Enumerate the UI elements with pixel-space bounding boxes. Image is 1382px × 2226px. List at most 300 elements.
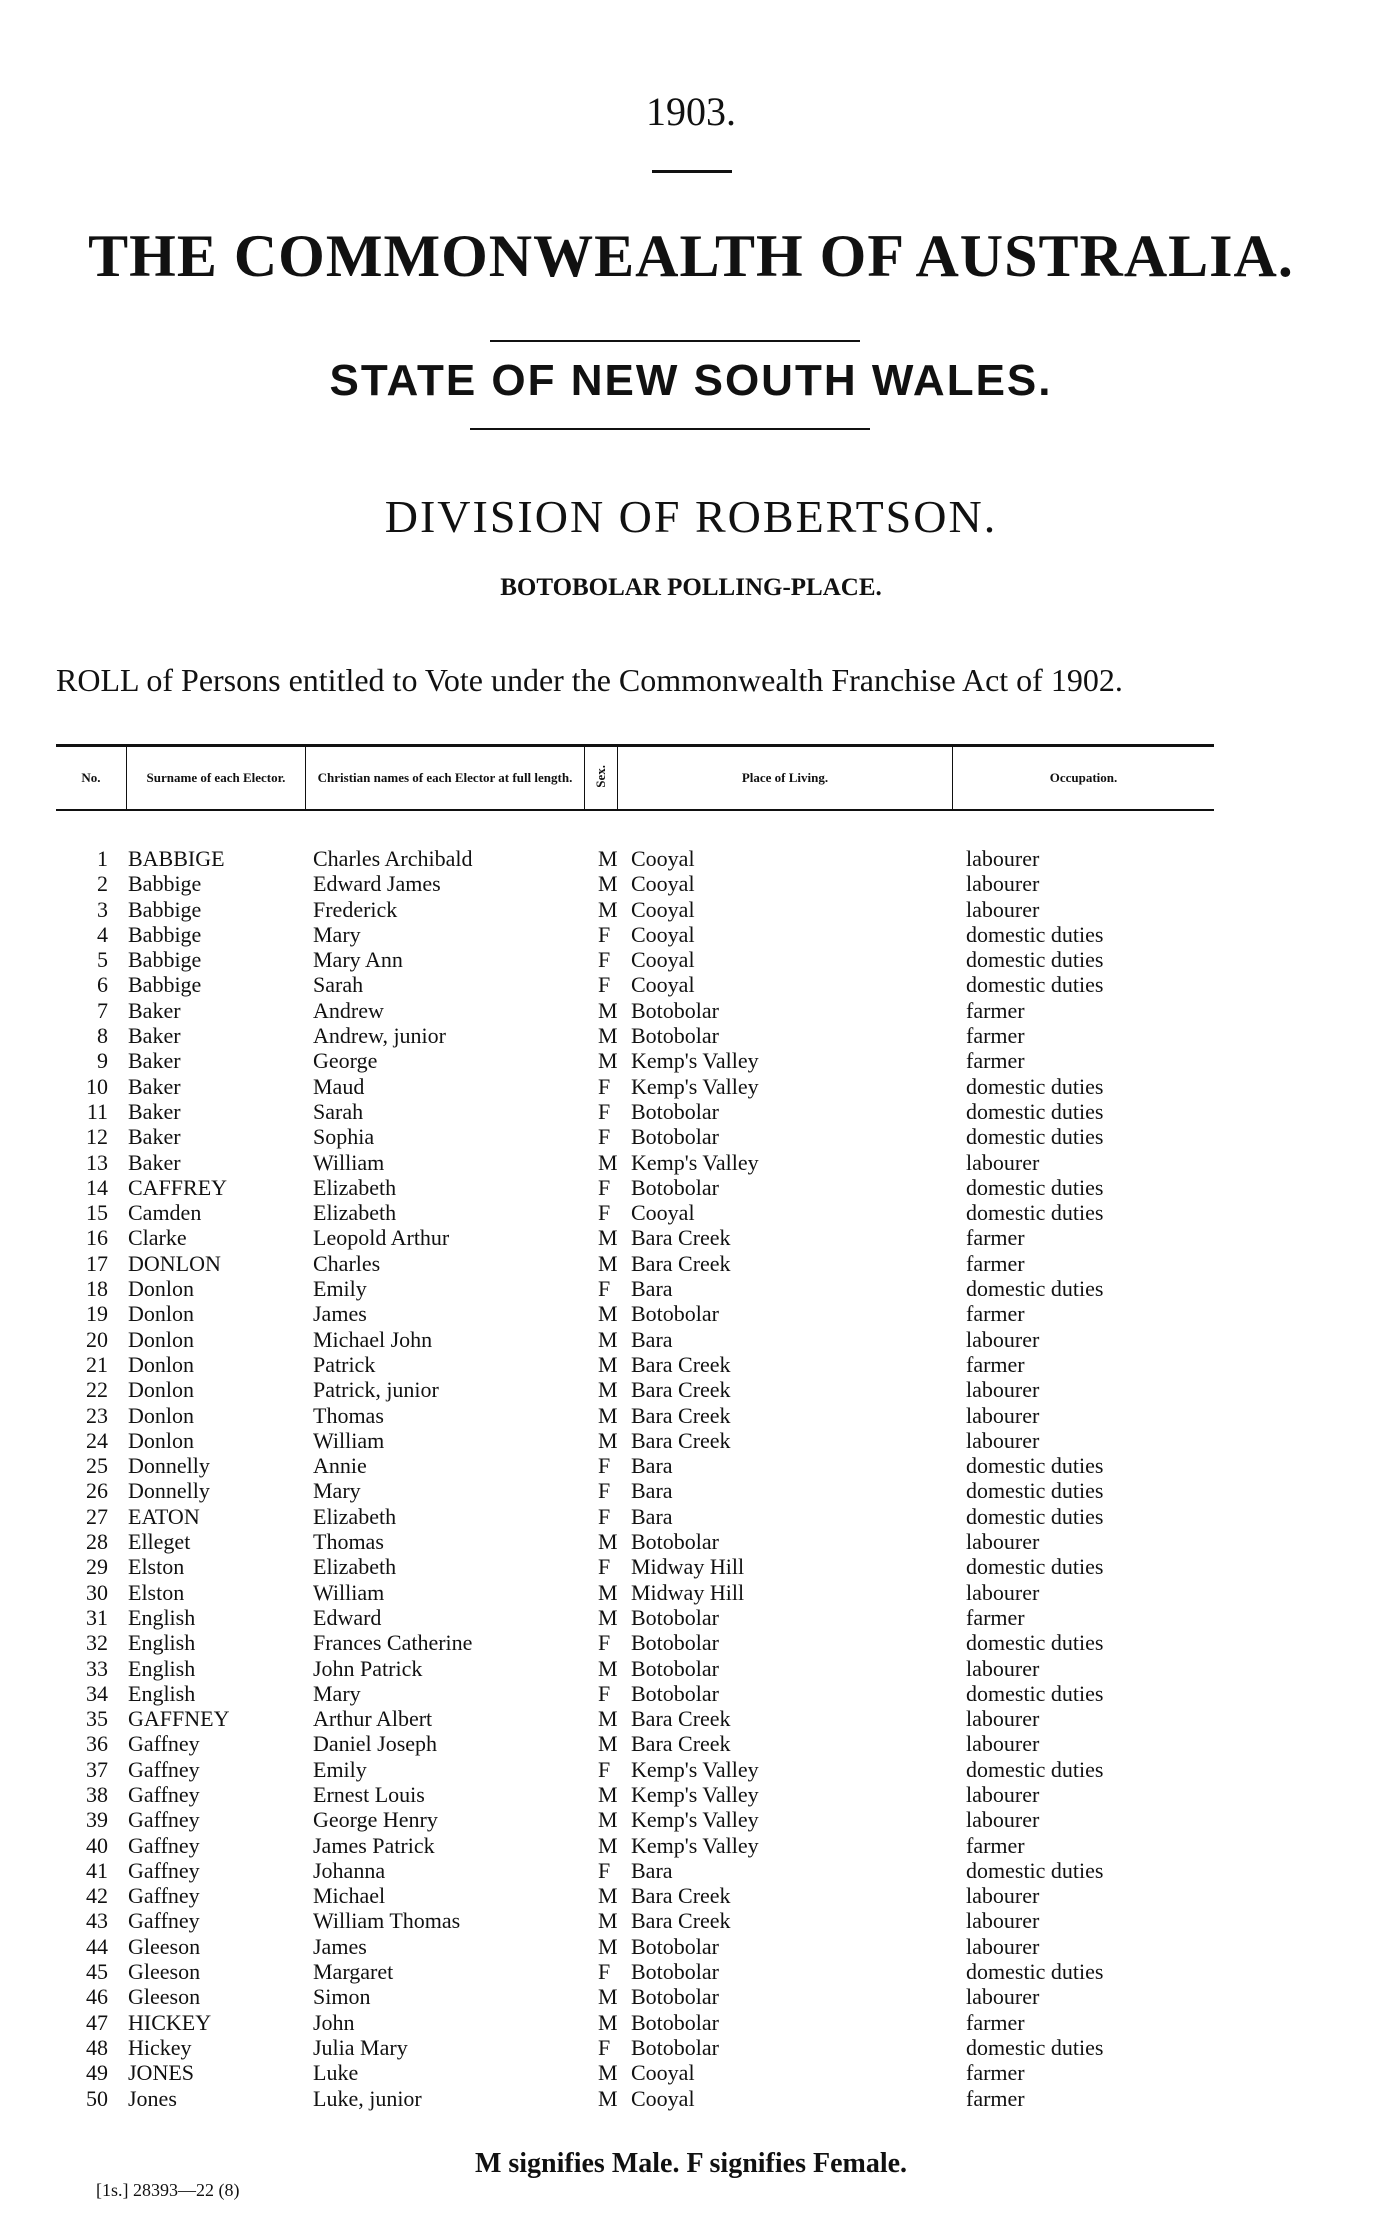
elector-christian-names: Charles Archibald [313, 846, 473, 871]
elector-occupation: domestic duties [966, 1554, 1104, 1580]
elector-surname: English [128, 1630, 196, 1656]
elector-christian-names: Mary [313, 921, 361, 947]
elector-sex: F [598, 1680, 611, 1706]
elector-surname: Babbige [128, 871, 202, 897]
table-row [56, 1403, 1214, 1428]
elector-place: Botobolar [631, 1174, 719, 1200]
elector-christian-names: Elizabeth [313, 1174, 397, 1200]
elector-christian-names: Charles [313, 1250, 381, 1276]
elector-number: 46 [86, 1984, 108, 2010]
table-row [56, 1124, 1214, 1149]
elector-number: 39 [86, 1807, 108, 1833]
elector-sex: M [598, 1250, 618, 1276]
elector-christian-names: Sarah [313, 972, 364, 998]
elector-sex: M [598, 1706, 618, 1732]
elector-sex: M [598, 1781, 618, 1807]
table-row [56, 2086, 1214, 2111]
elector-christian-names: Patrick [313, 1351, 376, 1377]
elector-place: Kemp's Valley [631, 1807, 759, 1833]
elector-sex: M [598, 1731, 618, 1757]
elector-sex: M [598, 1655, 618, 1681]
elector-occupation: domestic duties [966, 1756, 1104, 1782]
elector-number: 41 [86, 1857, 108, 1883]
elector-occupation: domestic duties [966, 2034, 1104, 2060]
elector-sex: M [598, 2085, 618, 2111]
elector-number: 22 [86, 1377, 108, 1403]
elector-sex: M [598, 1933, 618, 1959]
elector-sex: M [598, 1807, 618, 1833]
elector-surname: Baker [128, 1149, 181, 1175]
elector-number: 38 [86, 1781, 108, 1807]
elector-occupation: labourer [966, 1579, 1040, 1605]
elector-sex: M [598, 1529, 618, 1555]
elector-place: Cooyal [631, 921, 695, 947]
elector-christian-names: James [313, 1933, 367, 1959]
elector-occupation: labourer [966, 1706, 1040, 1732]
elector-number: 40 [86, 1832, 108, 1858]
elector-occupation: labourer [966, 1908, 1040, 1934]
table-row [56, 1099, 1214, 1124]
elector-surname: Elston [128, 1554, 185, 1580]
elector-christian-names: Mary [313, 1478, 361, 1504]
elector-number: 36 [86, 1731, 108, 1757]
elector-christian-names: Andrew, junior [313, 1023, 446, 1049]
elector-surname: JONES [128, 2060, 195, 2086]
elector-occupation: labourer [966, 1149, 1040, 1175]
print-reference: [1s.] 28393—22 (8) [96, 2180, 240, 2200]
elector-occupation: domestic duties [966, 1959, 1104, 1985]
elector-sex: M [598, 1908, 618, 1934]
elector-number: 15 [86, 1200, 108, 1226]
elector-place: Bara Creek [631, 1427, 731, 1453]
elector-surname: Donlon [128, 1301, 194, 1327]
table-row [56, 1175, 1214, 1200]
elector-number: 20 [86, 1326, 108, 1352]
elector-occupation: domestic duties [966, 1857, 1104, 1883]
elector-occupation: labourer [966, 1427, 1040, 1453]
elector-occupation: farmer [966, 1301, 1025, 1327]
elector-sex: M [598, 1225, 618, 1251]
elector-sex: M [598, 1883, 618, 1909]
elector-surname: Donlon [128, 1351, 194, 1377]
elector-sex: M [598, 2060, 618, 2086]
elector-sex: M [598, 1326, 618, 1352]
polling-place-heading: BOTOBOLAR POLLING-PLACE. [500, 574, 882, 601]
elector-sex: M [598, 1832, 618, 1858]
elector-number: 34 [86, 1680, 108, 1706]
elector-occupation: domestic duties [966, 1503, 1104, 1529]
elector-sex: F [598, 1200, 611, 1226]
elector-christian-names: Simon [313, 1984, 371, 2010]
elector-place: Kemp's Valley [631, 1781, 759, 1807]
elector-sex: F [598, 1098, 611, 1124]
table-row [56, 897, 1214, 922]
table-row [56, 922, 1214, 947]
elector-place: Botobolar [631, 1529, 719, 1555]
elector-christian-names: Maud [313, 1073, 365, 1099]
elector-occupation: domestic duties [966, 1073, 1104, 1099]
table-row [56, 1908, 1214, 1933]
table-row [56, 1301, 1214, 1326]
elector-occupation: farmer [966, 1023, 1025, 1049]
elector-place: Botobolar [631, 1680, 719, 1706]
elector-sex: F [598, 972, 611, 998]
table-row [56, 1605, 1214, 1630]
elector-surname: Baker [128, 1048, 181, 1074]
elector-occupation: domestic duties [966, 1478, 1104, 1504]
table-row [56, 1833, 1214, 1858]
elector-occupation: farmer [966, 1225, 1025, 1251]
elector-surname: English [128, 1655, 196, 1681]
elector-sex: F [598, 1174, 611, 1200]
column-header-occupation: Occupation. [1049, 770, 1118, 785]
elector-place: Botobolar [631, 1023, 719, 1049]
elector-place: Cooyal [631, 2060, 695, 2086]
elector-number: 23 [86, 1402, 108, 1428]
table-row [56, 1858, 1214, 1883]
column-header-sex [585, 746, 618, 811]
elector-place: Cooyal [631, 896, 695, 922]
elector-christian-names: Andrew [313, 997, 384, 1023]
elector-occupation: labourer [966, 1529, 1040, 1555]
elector-place: Kemp's Valley [631, 1832, 759, 1858]
elector-occupation: domestic duties [966, 972, 1104, 998]
elector-christian-names: Thomas [313, 1529, 384, 1555]
elector-sex: F [598, 1073, 611, 1099]
elector-number: 13 [86, 1149, 108, 1175]
table-row [56, 1074, 1214, 1099]
table-row [56, 1656, 1214, 1681]
table-row [56, 1782, 1214, 1807]
elector-place: Botobolar [631, 1984, 719, 2010]
electoral-roll-list [56, 846, 1214, 2111]
elector-sex: F [598, 1857, 611, 1883]
elector-occupation: domestic duties [966, 1276, 1104, 1302]
table-row [56, 1225, 1214, 1250]
elector-surname: Jones [128, 2085, 177, 2111]
elector-sex: F [598, 1630, 611, 1656]
elector-place: Cooyal [631, 1200, 695, 1226]
elector-surname: DONLON [128, 1250, 221, 1276]
elector-sex: M [598, 1377, 618, 1403]
elector-surname: Gaffney [128, 1756, 200, 1782]
elector-place: Cooyal [631, 871, 695, 897]
elector-surname: Gaffney [128, 1781, 200, 1807]
elector-surname: Camden [128, 1200, 202, 1226]
table-row [56, 1934, 1214, 1959]
elector-occupation: labourer [966, 1883, 1040, 1909]
table-row [56, 1554, 1214, 1579]
elector-place: Bara [631, 1326, 673, 1352]
elector-place: Botobolar [631, 1959, 719, 1985]
elector-christian-names: John Patrick [313, 1655, 423, 1681]
table-row [56, 1984, 1214, 2009]
elector-number: 7 [97, 997, 108, 1023]
elector-occupation: labourer [966, 871, 1040, 897]
elector-surname: Gaffney [128, 1731, 200, 1757]
elector-christian-names: Emily [313, 1756, 367, 1782]
elector-surname: Baker [128, 1098, 181, 1124]
table-row [56, 947, 1214, 972]
elector-occupation: domestic duties [966, 1124, 1104, 1150]
elector-occupation: farmer [966, 1832, 1025, 1858]
elector-place: Kemp's Valley [631, 1048, 759, 1074]
table-row [56, 1478, 1214, 1503]
elector-surname: Baker [128, 1023, 181, 1049]
elector-christian-names: William Thomas [313, 1908, 461, 1934]
elector-sex: F [598, 1756, 611, 1782]
elector-place: Bara Creek [631, 1225, 731, 1251]
elector-occupation: farmer [966, 2060, 1025, 2086]
elector-christian-names: James [313, 1301, 367, 1327]
elector-occupation: labourer [966, 846, 1040, 871]
elector-number: 33 [86, 1655, 108, 1681]
table-row [56, 1807, 1214, 1832]
table-row [56, 1504, 1214, 1529]
elector-sex: F [598, 1478, 611, 1504]
elector-number: 5 [97, 947, 108, 973]
elector-surname: HICKEY [128, 2009, 212, 2035]
elector-place: Botobolar [631, 1301, 719, 1327]
table-row [56, 998, 1214, 1023]
elector-number: 45 [86, 1959, 108, 1985]
elector-occupation: domestic duties [966, 1630, 1104, 1656]
elector-number: 14 [86, 1174, 108, 1200]
elector-sex: M [598, 896, 618, 922]
elector-christian-names: Elizabeth [313, 1503, 397, 1529]
elector-sex: M [598, 846, 618, 871]
elector-christian-names: Margaret [313, 1959, 394, 1985]
elector-place: Bara Creek [631, 1402, 731, 1428]
elector-christian-names: Leopold Arthur [313, 1225, 450, 1251]
elector-christian-names: Frances Catherine [313, 1630, 473, 1656]
elector-sex: M [598, 2009, 618, 2035]
table-row [56, 1757, 1214, 1782]
elector-place: Botobolar [631, 1933, 719, 1959]
elector-number: 30 [86, 1579, 108, 1605]
elector-christian-names: Ernest Louis [313, 1781, 425, 1807]
elector-surname: Donnelly [128, 1453, 210, 1479]
elector-place: Botobolar [631, 2034, 719, 2060]
elector-christian-names: Edward James [313, 871, 441, 897]
elector-place: Botobolar [631, 2009, 719, 2035]
sex-header-label: Sex. [593, 765, 608, 788]
elector-sex: M [598, 1048, 618, 1074]
divider-rule [470, 428, 870, 430]
elector-place: Bara [631, 1276, 673, 1302]
elector-place: Kemp's Valley [631, 1073, 759, 1099]
state-heading: STATE OF NEW SOUTH WALES. [329, 356, 1053, 405]
elector-sex: F [598, 1276, 611, 1302]
elector-occupation: labourer [966, 1933, 1040, 1959]
elector-sex: M [598, 871, 618, 897]
elector-surname: Baker [128, 997, 181, 1023]
elector-surname: Clarke [128, 1225, 187, 1251]
elector-christian-names: Emily [313, 1276, 367, 1302]
elector-christian-names: Arthur Albert [313, 1706, 433, 1732]
elector-occupation: farmer [966, 1351, 1025, 1377]
elector-surname: Donnelly [128, 1478, 210, 1504]
table-row [56, 1883, 1214, 1908]
elector-occupation: labourer [966, 1377, 1040, 1403]
elector-place: Cooyal [631, 2085, 695, 2111]
elector-christian-names: Luke, junior [313, 2085, 422, 2111]
elector-sex: M [598, 1984, 618, 2010]
column-header-no: No. [56, 746, 127, 811]
elector-surname: Donlon [128, 1377, 194, 1403]
elector-christian-names: George [313, 1048, 378, 1074]
elector-surname: Baker [128, 1124, 181, 1150]
elector-sex: M [598, 1427, 618, 1453]
elector-surname: BABBIGE [128, 846, 225, 871]
elector-christian-names: Mary Ann [313, 947, 403, 973]
elector-surname: Elston [128, 1579, 185, 1605]
elector-place: Bara [631, 1503, 673, 1529]
elector-number: 26 [86, 1478, 108, 1504]
elector-sex: F [598, 1453, 611, 1479]
elector-sex: M [598, 1023, 618, 1049]
elector-occupation: domestic duties [966, 1200, 1104, 1226]
elector-surname: Donlon [128, 1326, 194, 1352]
table-row [56, 2010, 1214, 2035]
elector-surname: Donlon [128, 1276, 194, 1302]
elector-christian-names: Patrick, junior [313, 1377, 439, 1403]
elector-surname: Gaffney [128, 1832, 200, 1858]
elector-surname: Gaffney [128, 1857, 200, 1883]
elector-number: 50 [86, 2085, 108, 2111]
elector-christian-names: Luke [313, 2060, 359, 2086]
elector-place: Botobolar [631, 1098, 719, 1124]
elector-surname: CAFFREY [128, 1174, 228, 1200]
elector-number: 18 [86, 1276, 108, 1302]
elector-christian-names: Johanna [313, 1857, 386, 1883]
column-header-christian-names: Christian names of each Elector at full length. [306, 746, 585, 811]
elector-surname: Babbige [128, 972, 202, 998]
elector-number: 8 [97, 1023, 108, 1049]
elector-occupation: farmer [966, 2009, 1025, 2035]
table-row [56, 1959, 1214, 1984]
elector-number: 42 [86, 1883, 108, 1909]
elector-surname: Babbige [128, 921, 202, 947]
elector-sex: M [598, 1604, 618, 1630]
elector-number: 21 [86, 1351, 108, 1377]
table-row [56, 871, 1214, 896]
table-row [56, 1327, 1214, 1352]
elector-place: Midway Hill [631, 1579, 745, 1605]
elector-place: Bara Creek [631, 1351, 731, 1377]
elector-surname: Babbige [128, 896, 202, 922]
elector-sex: F [598, 1124, 611, 1150]
elector-occupation: farmer [966, 1048, 1025, 1074]
elector-number: 4 [97, 921, 108, 947]
elector-place: Bara Creek [631, 1250, 731, 1276]
table-row [56, 2035, 1214, 2060]
elector-place: Bara Creek [631, 1706, 731, 1732]
elector-occupation: domestic duties [966, 1098, 1104, 1124]
elector-surname: Gleeson [128, 1959, 201, 1985]
elector-number: 3 [97, 896, 108, 922]
elector-occupation: labourer [966, 1326, 1040, 1352]
elector-occupation: labourer [966, 1402, 1040, 1428]
elector-christian-names: Daniel Joseph [313, 1731, 438, 1757]
elector-number: 27 [86, 1503, 108, 1529]
elector-place: Botobolar [631, 1124, 719, 1150]
elector-christian-names: Elizabeth [313, 1200, 397, 1226]
elector-christian-names: Michael [313, 1883, 386, 1909]
elector-surname: Babbige [128, 947, 202, 973]
table-row [56, 1428, 1214, 1453]
elector-number: 43 [86, 1908, 108, 1934]
elector-number: 19 [86, 1301, 108, 1327]
elector-sex: M [598, 1351, 618, 1377]
elector-christian-names: William [313, 1149, 385, 1175]
elector-number: 25 [86, 1453, 108, 1479]
elector-christian-names: James Patrick [313, 1832, 435, 1858]
elector-place: Botobolar [631, 1630, 719, 1656]
table-row [56, 1453, 1214, 1478]
table-row [56, 1529, 1214, 1554]
column-header-surname: Surname of each Elector. [127, 746, 306, 811]
table-row [56, 1150, 1214, 1175]
elector-number: 9 [97, 1048, 108, 1074]
elector-christian-names: Annie [313, 1453, 367, 1479]
elector-surname: Gaffney [128, 1908, 200, 1934]
elector-sex: F [598, 1959, 611, 1985]
elector-number: 6 [97, 972, 108, 998]
elector-occupation: labourer [966, 1731, 1040, 1757]
table-row [56, 2060, 1214, 2085]
elector-sex: M [598, 1149, 618, 1175]
elector-place: Bara Creek [631, 1883, 731, 1909]
column-header-place: Place of Living. [618, 746, 953, 811]
elector-occupation: farmer [966, 1250, 1025, 1276]
elector-place: Cooyal [631, 972, 695, 998]
divider-rule [490, 340, 860, 342]
elector-place: Botobolar [631, 1604, 719, 1630]
elector-number: 32 [86, 1630, 108, 1656]
table-row [56, 972, 1214, 997]
table-row [56, 1251, 1214, 1276]
divider-rule [652, 170, 732, 173]
elector-number: 11 [86, 1098, 108, 1124]
year: 1903. [646, 89, 736, 134]
elector-occupation: domestic duties [966, 1680, 1104, 1706]
elector-christian-names: Julia Mary [313, 2034, 408, 2060]
elector-place: Botobolar [631, 997, 719, 1023]
elector-occupation: domestic duties [966, 1453, 1104, 1479]
elector-christian-names: Sophia [313, 1124, 375, 1150]
elector-place: Kemp's Valley [631, 1149, 759, 1175]
elector-sex: F [598, 1503, 611, 1529]
elector-place: Cooyal [631, 846, 695, 871]
elector-place: Kemp's Valley [631, 1756, 759, 1782]
elector-number: 10 [86, 1073, 108, 1099]
sex-legend: M signifies Male. F signifies Female. [474, 2148, 908, 2179]
elector-place: Bara [631, 1478, 673, 1504]
elector-number: 1 [97, 846, 108, 871]
elector-surname: English [128, 1604, 196, 1630]
elector-christian-names: Michael John [313, 1326, 433, 1352]
column-header-table [56, 744, 1214, 811]
elector-christian-names: Edward [313, 1604, 382, 1630]
elector-number: 48 [86, 2034, 108, 2060]
elector-sex: F [598, 1554, 611, 1580]
elector-occupation: labourer [966, 1984, 1040, 2010]
table-row [56, 1276, 1214, 1301]
elector-christian-names: Frederick [313, 896, 398, 922]
elector-occupation: labourer [966, 1807, 1040, 1833]
elector-sex: F [598, 947, 611, 973]
